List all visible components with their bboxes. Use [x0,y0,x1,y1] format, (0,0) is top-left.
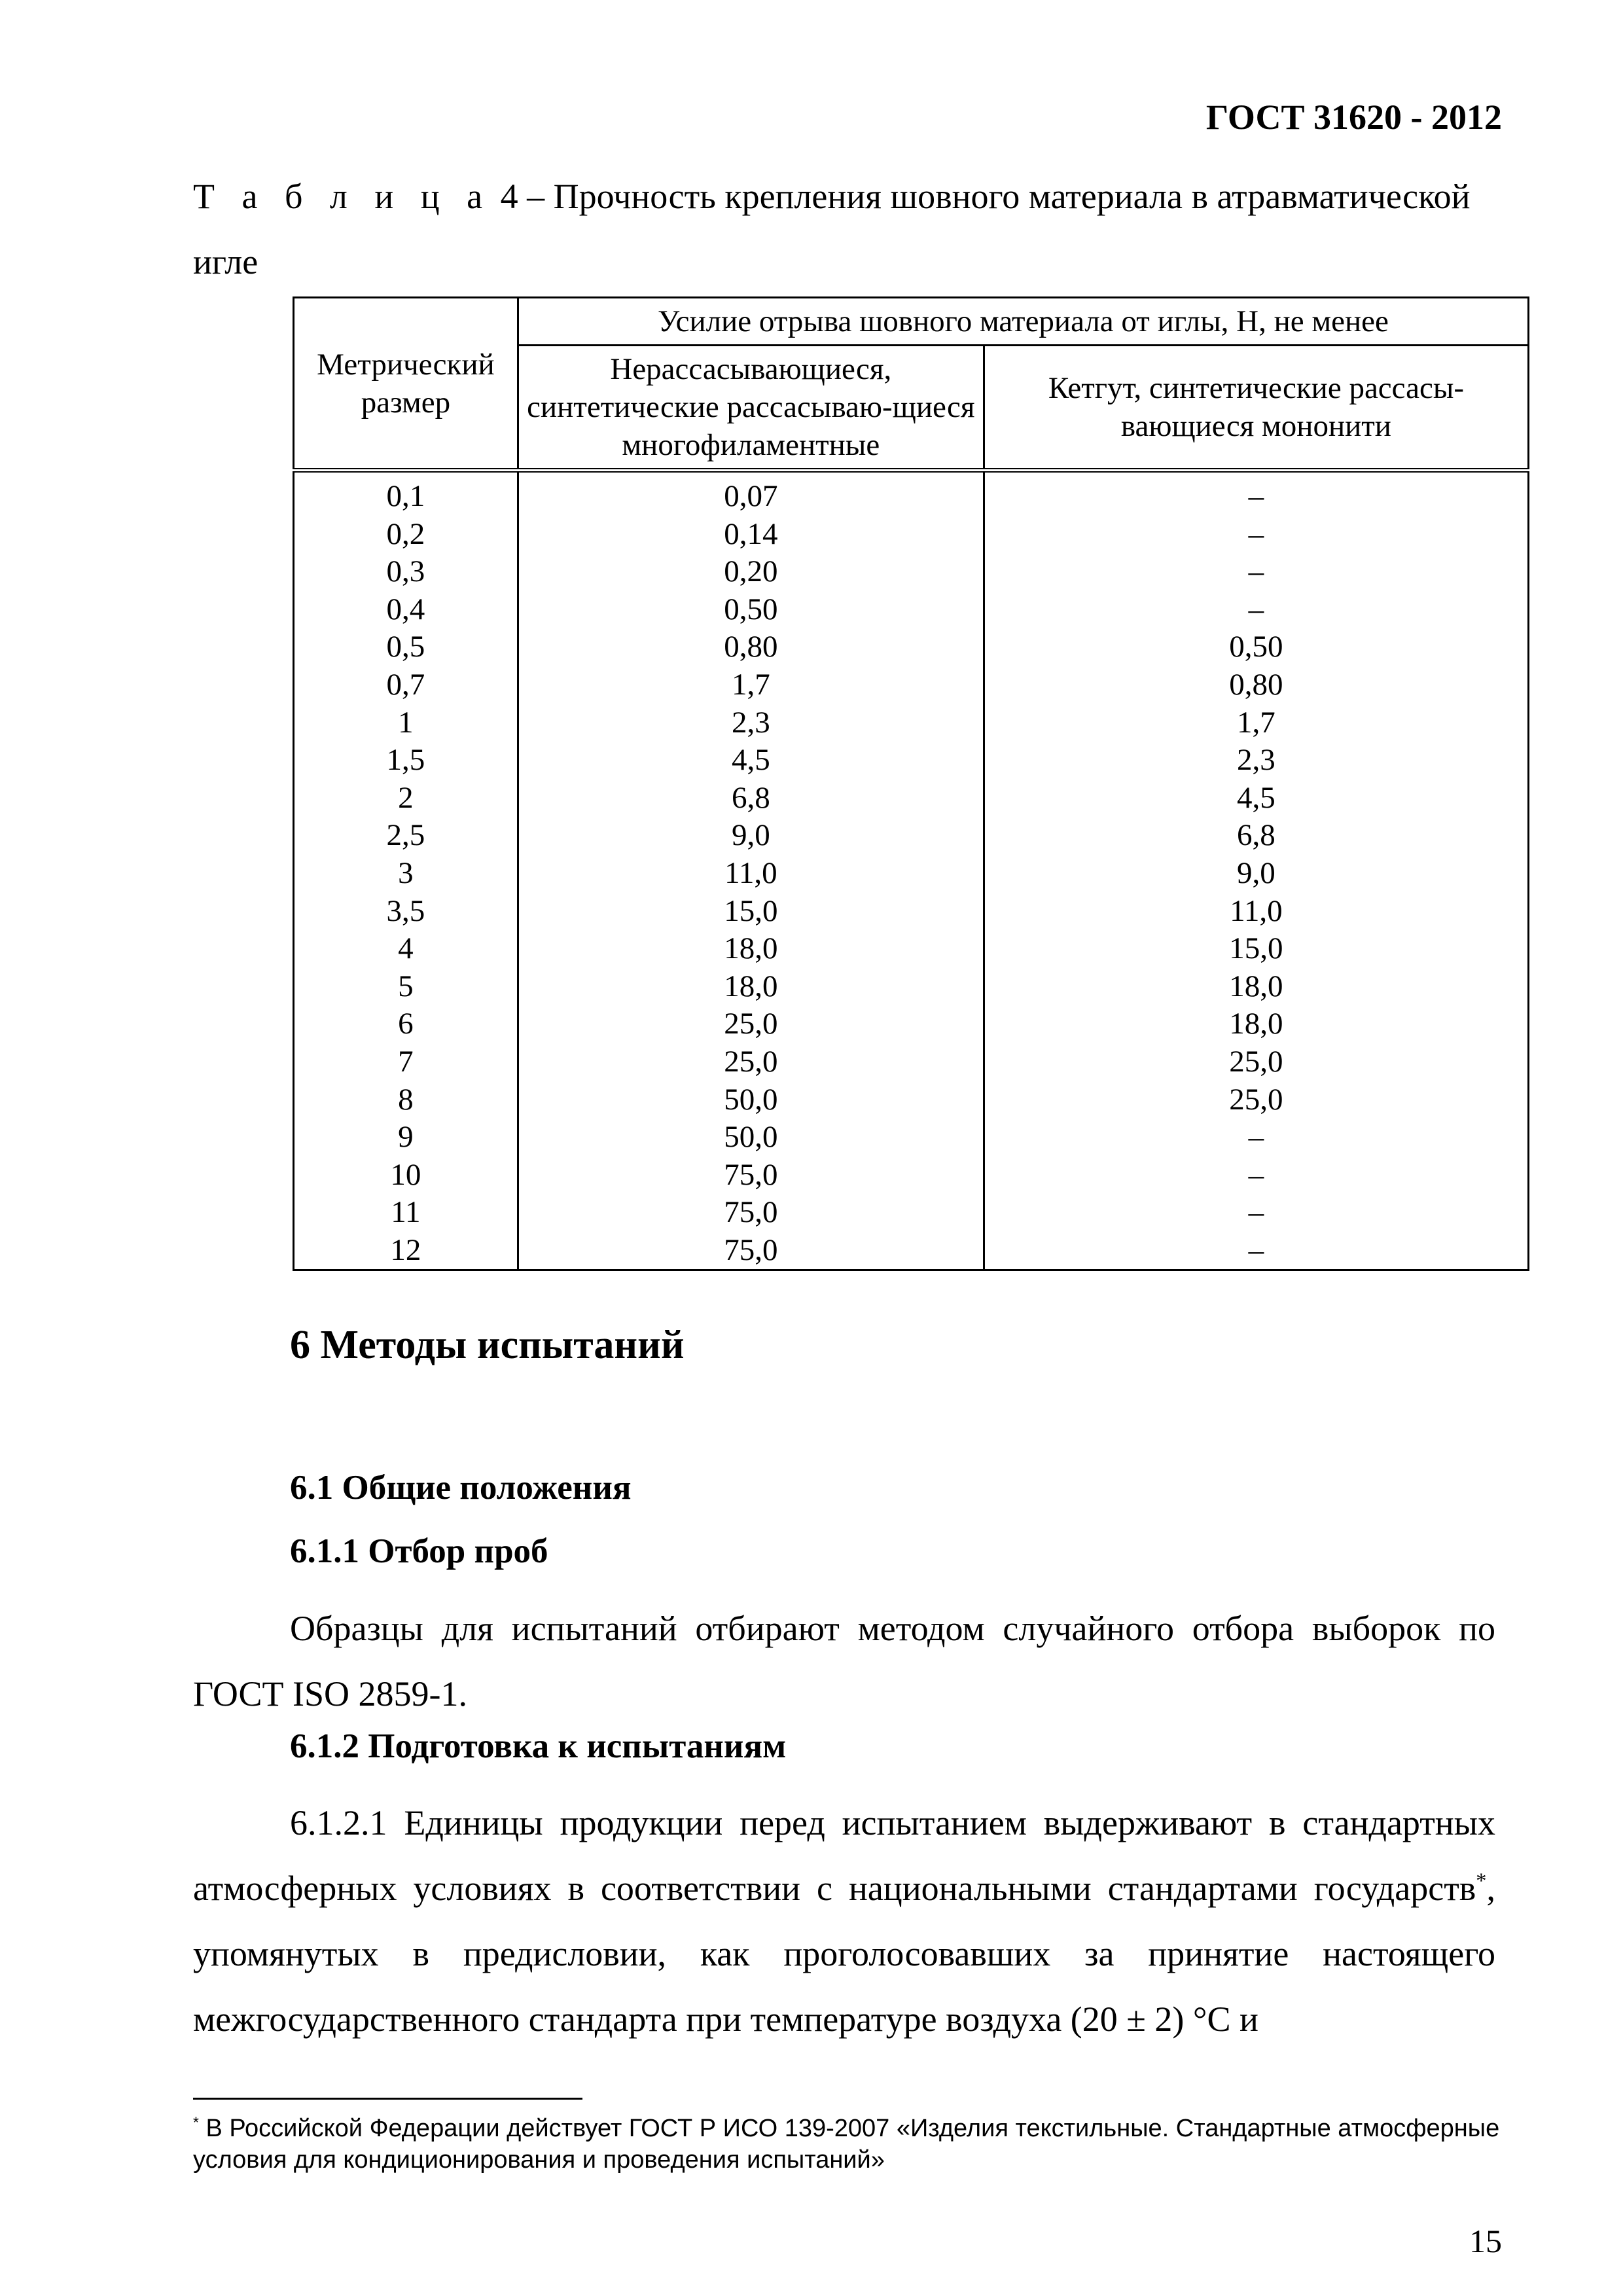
cell-multifilament-force: 9,0 [518,817,984,855]
cell-metric-size: 1 [294,704,518,742]
footnote-divider [193,2098,582,2100]
cell-monofilament-force: 6,8 [984,817,1528,855]
column-header-metric-size: Метрический размер [294,298,518,471]
table-row [294,1232,1529,1270]
section-heading-6: 6 Методы испытаний [290,1323,685,1367]
footnote-marker: * [193,2113,199,2131]
table-row [294,1119,1529,1157]
table-row [294,516,1529,554]
cell-monofilament-force: – [984,516,1528,554]
table-caption [193,164,1502,295]
cell-monofilament-force: 1,7 [984,704,1528,742]
cell-multifilament-force: 4,5 [518,742,984,780]
table-body [294,471,1529,1270]
table-row [294,780,1529,817]
cell-monofilament-force: 0,80 [984,666,1528,704]
cell-metric-size: 0,3 [294,553,518,591]
subsection-heading-6-1-1: 6.1.1 Отбор проб [290,1532,548,1570]
page-number: 15 [1469,2223,1502,2259]
table-row [294,968,1529,1006]
cell-metric-size: 4 [294,930,518,968]
paragraph-preparation-part1: 6.1.2.1 Единицы продукции перед испытанием выдерживают в стандартных атмосферных условиях в соответствии с национальными стандартами государств [193,1803,1495,1908]
table-row [294,1081,1529,1119]
cell-multifilament-force: 50,0 [518,1081,984,1119]
column-header-monofilament: Кетгут, синтетические рассасы-вающиеся мононити [984,346,1528,471]
cell-monofilament-force: 0,50 [984,628,1528,666]
footnote-reference[interactable]: * [1476,1869,1487,1893]
cell-metric-size: 11 [294,1194,518,1232]
cell-multifilament-force: 25,0 [518,1043,984,1081]
cell-monofilament-force: 25,0 [984,1043,1528,1081]
cell-metric-size: 0,4 [294,591,518,629]
table-row [294,1157,1529,1194]
cell-monofilament-force: 9,0 [984,855,1528,893]
cell-multifilament-force: 0,80 [518,628,984,666]
cell-monofilament-force: – [984,591,1528,629]
paragraph-sampling: Образцы для испытаний отбирают методом случайного отбора выборок по ГОСТ ISO 2859-1. [193,1609,1495,1713]
cell-monofilament-force: – [984,1157,1528,1194]
cell-monofilament-force: 2,3 [984,742,1528,780]
table-row [294,1194,1529,1232]
cell-multifilament-force: 18,0 [518,930,984,968]
cell-multifilament-force: 75,0 [518,1157,984,1194]
cell-metric-size: 1,5 [294,742,518,780]
cell-monofilament-force: – [984,1119,1528,1157]
table-row [294,553,1529,591]
table-row [294,591,1529,629]
table-caption-text: 4 – Прочность крепления шовного материала в атравматической игле [193,177,1471,281]
cell-multifilament-force: 25,0 [518,1005,984,1043]
cell-monofilament-force: – [984,471,1528,516]
table-row [294,1043,1529,1081]
table-row [294,628,1529,666]
table-row [294,1005,1529,1043]
cell-multifilament-force: 0,20 [518,553,984,591]
footnote-text: В Российской Федерации действует ГОСТ Р ИСО 139-2007 «Изделия текстильные. Стандартные атмосферные условия для кондиционирования и проведения испытаний» [193,2115,1500,2174]
cell-metric-size: 0,2 [294,516,518,554]
cell-metric-size: 10 [294,1157,518,1194]
subsection-heading-6-1: 6.1 Общие положения [290,1469,632,1507]
cell-metric-size: 2 [294,780,518,817]
cell-monofilament-force: – [984,1232,1528,1270]
cell-multifilament-force: 6,8 [518,780,984,817]
cell-monofilament-force: 18,0 [984,1005,1528,1043]
cell-monofilament-force: 18,0 [984,968,1528,1006]
column-header-multifilament: Нерассасывающиеся, синтетические рассасываю-щиеся многофиламентные [518,346,984,471]
cell-metric-size: 12 [294,1232,518,1270]
cell-multifilament-force: 75,0 [518,1194,984,1232]
cell-monofilament-force: 25,0 [984,1081,1528,1119]
cell-metric-size: 5 [294,968,518,1006]
cell-metric-size: 6 [294,1005,518,1043]
column-header-group: Усилие отрыва шовного материала от иглы, Н, не менее [518,298,1528,346]
cell-metric-size: 3 [294,855,518,893]
cell-metric-size: 2,5 [294,817,518,855]
cell-multifilament-force: 18,0 [518,968,984,1006]
cell-multifilament-force: 1,7 [518,666,984,704]
table-caption-label: Т а б л и ц а [193,177,492,216]
cell-monofilament-force: – [984,1194,1528,1232]
cell-monofilament-force: – [984,553,1528,591]
standard-designation: ГОСТ 31620 - 2012 [1205,98,1502,137]
cell-multifilament-force: 50,0 [518,1119,984,1157]
cell-metric-size: 8 [294,1081,518,1119]
cell-multifilament-force: 0,14 [518,516,984,554]
paragraph-preparation-part2: , упомянутых в предисловии, как проголосовавших за принятие настоящего межгосударственного стандарта при температуре воздуха (20 ± 2) °С и [193,1869,1495,2039]
cell-multifilament-force: 15,0 [518,893,984,931]
cell-multifilament-force: 11,0 [518,855,984,893]
table-row [294,930,1529,968]
cell-metric-size: 0,5 [294,628,518,666]
table-row [294,742,1529,780]
cell-monofilament-force: 15,0 [984,930,1528,968]
table-row [294,471,1529,516]
cell-metric-size: 9 [294,1119,518,1157]
cell-multifilament-force: 0,07 [518,471,984,516]
cell-multifilament-force: 2,3 [518,704,984,742]
cell-multifilament-force: 0,50 [518,591,984,629]
cell-metric-size: 3,5 [294,893,518,931]
table-row [294,893,1529,931]
cell-metric-size: 7 [294,1043,518,1081]
cell-monofilament-force: 11,0 [984,893,1528,931]
footnote [193,2113,1515,2176]
table-row [294,704,1529,742]
paragraph-preparation [193,1790,1495,2052]
cell-monofilament-force: 4,5 [984,780,1528,817]
table-row [294,817,1529,855]
cell-metric-size: 0,1 [294,471,518,516]
table-row [294,666,1529,704]
cell-multifilament-force: 75,0 [518,1232,984,1270]
suture-attachment-strength-table [293,296,1529,1271]
cell-metric-size: 0,7 [294,666,518,704]
subsection-heading-6-1-2: 6.1.2 Подготовка к испытаниям [290,1727,787,1765]
table-row [294,855,1529,893]
